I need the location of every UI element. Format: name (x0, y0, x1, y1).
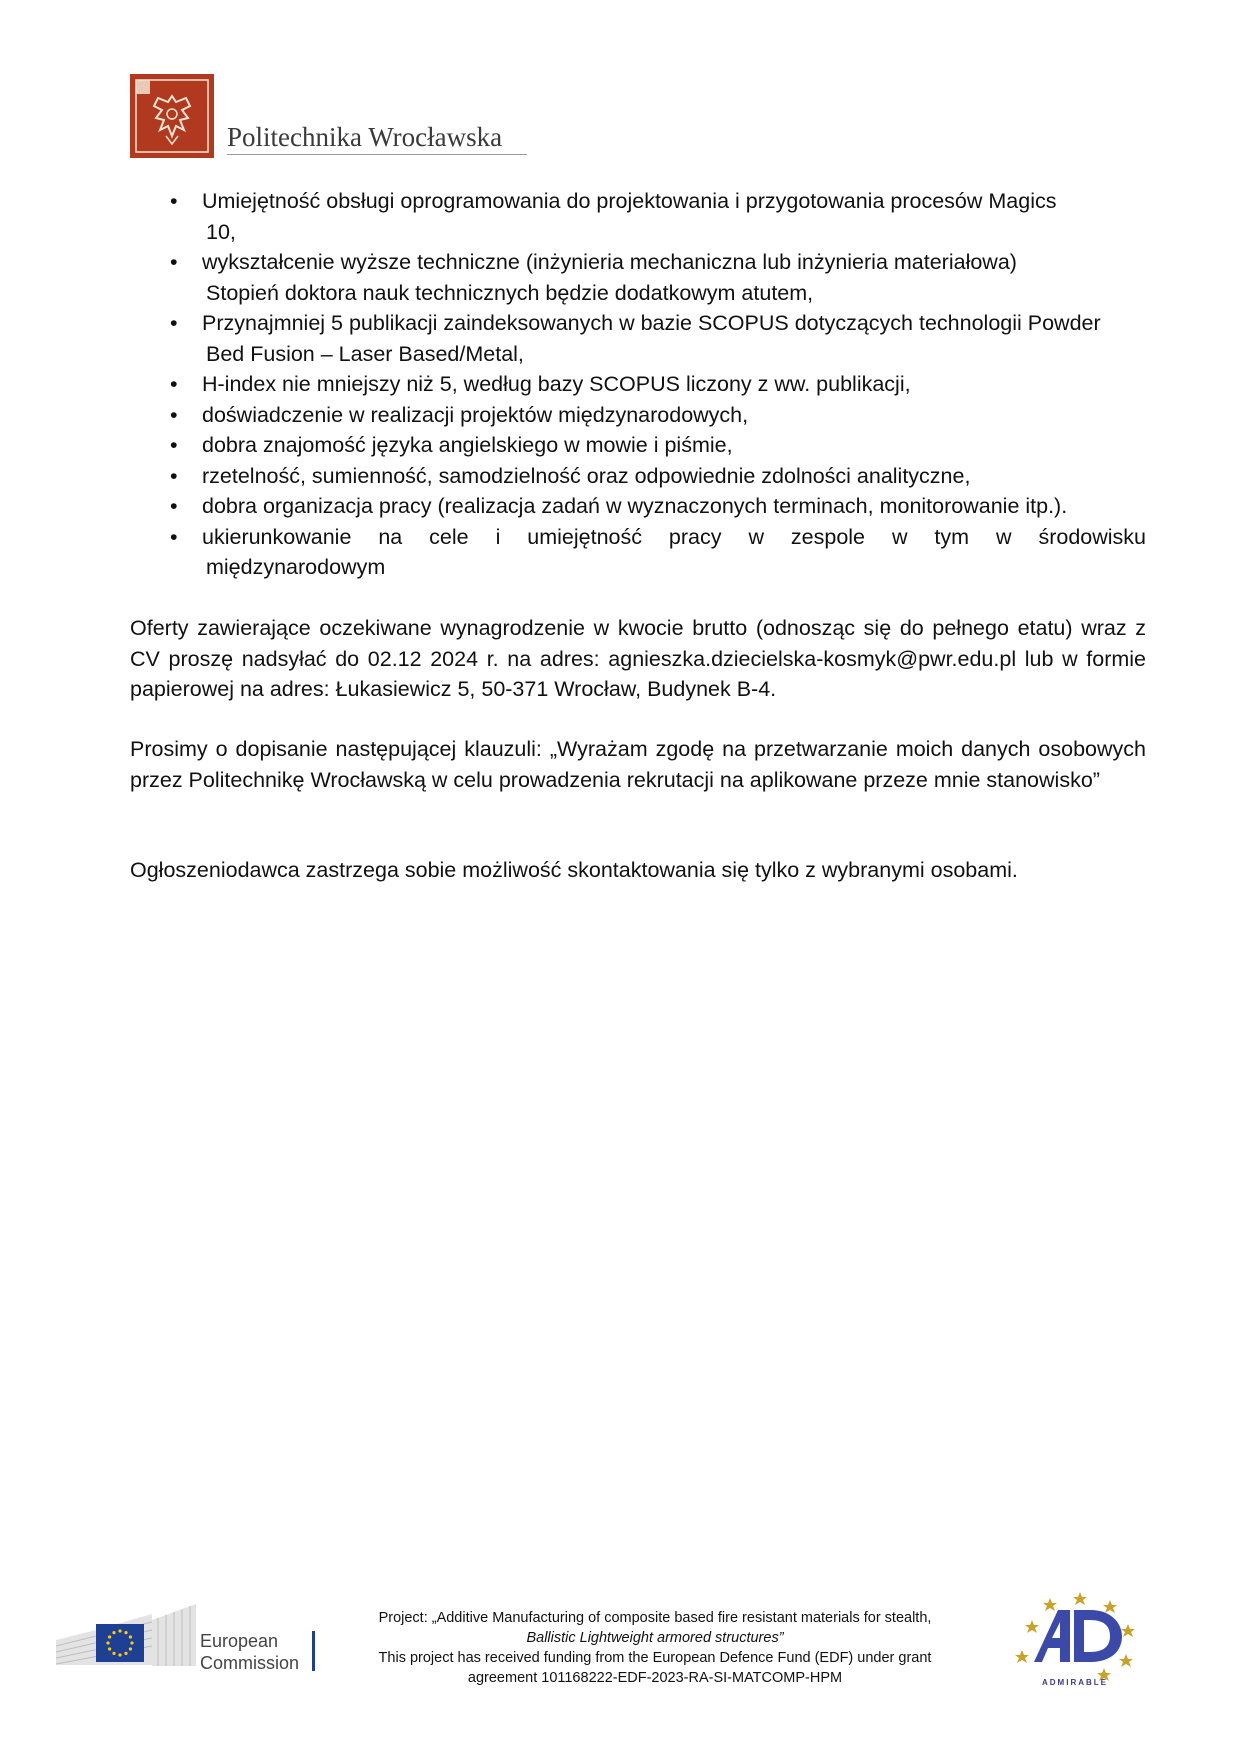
eu-flag-icon (96, 1624, 144, 1662)
list-item: • Umiejętność obsługi oprogramowania do projektowania i przygotowania procesów Magics 10, (130, 186, 1146, 247)
footer (0, 1590, 1240, 1710)
european-commission-name: European Commission (200, 1631, 300, 1673)
list-item: • dobra znajomość języka angielskiego w mowie i piśmie, (130, 430, 1146, 461)
university-logo (130, 74, 530, 158)
list-item: • Przynajmniej 5 publikacji zaindeksowanych w bazie SCOPUS dotyczących technologii Powder Bed Fusion – Laser Based/Metal, (130, 308, 1146, 369)
offer-paragraph: Oferty zawierające oczekiwane wynagrodzenie w kwocie brutto (odnosząc się do pełnego etatu) wraz z CV proszę nadsyłać do 02.12 2024 r. na adres: agnieszka.dziecielska-kosmyk@pwr.edu.pl lub w formie papierowej na adres: Łukasiewicz 5, 50-371 Wrocław, Budynek B-4. (130, 616, 1146, 701)
logo-underline (227, 154, 527, 155)
list-item: • doświadczenie w realizacji projektów międzynarodowych, (130, 400, 1146, 431)
admirable-label: ADMIRABLE (1042, 1678, 1108, 1687)
requirements-list (130, 186, 1146, 583)
university-name: Politechnika Wrocławska (227, 122, 503, 152)
list-item: • ukierunkowanie na cele i umiejętność pracy w zespole w tym w środowisku międzynarodowym (130, 522, 1146, 583)
list-item: • dobra organizacja pracy (realizacja zadań w wyznaczonych terminach, monitorowanie itp.). (130, 491, 1146, 522)
project-funding-note: Project: „Additive Manufacturing of composite based fire resistant materials for stealth, Ballistic Lightweight armored structures” This project has received funding from the European Defence Fund (EDF) under grant agreement 101168222-EDF-2023-RA-SI-MATCOMP-HPM (378, 1610, 932, 1686)
eagle-emblem-icon (130, 74, 214, 158)
list-item: • rzetelność, sumienność, samodzielność oraz odpowiednie zdolności analityczne, (130, 461, 1146, 492)
contact-paragraph: Ogłoszeniodawca zastrzega sobie możliwość skontaktowania się tylko z wybranymi osobami. (130, 858, 1018, 882)
consent-paragraph: Prosimy o dopisanie następującej klauzuli: „Wyrażam zgodę na przetwarzanie moich danych osobowych przez Politechnikę Wrocławską w celu prowadzenia rekrutacji na aplikowane przeze mnie stanowisko” (130, 737, 1146, 792)
ec-divider (312, 1631, 315, 1671)
list-item: • wykształcenie wyższe techniczne (inżynieria mechaniczna lub inżynieria materiałowa) Stopień doktora nauk technicznych będzie dodatkowym atutem, (130, 247, 1146, 308)
ec-building-columns-icon (152, 1604, 196, 1666)
list-item: • H-index nie mniejszy niż 5, według bazy SCOPUS liczony z ww. publikacji, (130, 369, 1146, 400)
